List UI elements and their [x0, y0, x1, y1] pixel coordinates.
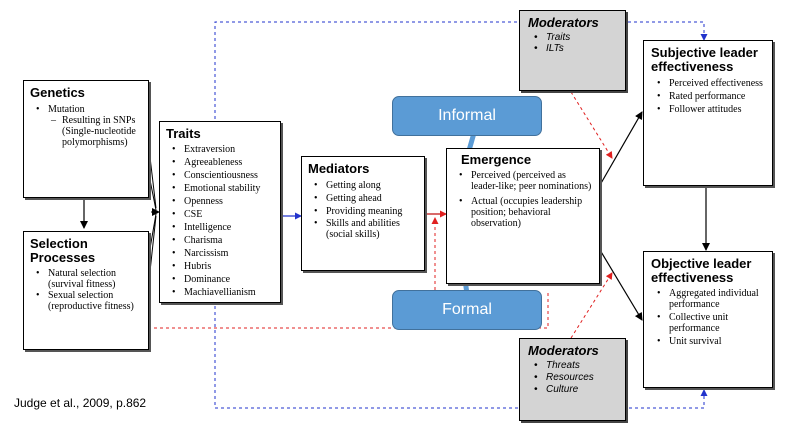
moderators-top-title: Moderators — [528, 15, 599, 30]
trait-item: • Extraversion — [184, 143, 274, 156]
objective-item: • Aggregated individual performance — [669, 288, 765, 310]
trait-item: • Openness — [184, 195, 274, 208]
selection-item: • Natural selection (survival fitness) — [48, 268, 142, 290]
moderator-item: • Culture — [546, 384, 617, 396]
moderator-item: • Resources — [546, 372, 617, 384]
genetics-subitem: – Resulting in SNPs (Single-nucleotide polymorphisms) — [62, 115, 142, 148]
traits-title: Traits — [166, 126, 201, 141]
objective-item: • Unit survival — [669, 336, 765, 347]
genetics-title: Genetics — [30, 85, 85, 100]
subjective-effectiveness-box — [643, 40, 773, 186]
inputs-to-traits-arrows — [148, 140, 159, 290]
emergence-item: • Actual (occupies leadership position; behavioral observation) — [471, 196, 593, 229]
mediator-item: • Providing meaning — [326, 205, 418, 218]
emergence-title: Emergence — [461, 152, 532, 167]
selection-item: • Sexual selection (reproductive fitness) — [48, 290, 142, 312]
formal-callout: Formal — [392, 290, 542, 330]
objective-title: Objective leader effectiveness — [651, 256, 752, 285]
subjective-title: Subjective leader effectiveness — [651, 45, 758, 74]
trait-item: • Narcissism — [184, 247, 274, 260]
selection-processes-box — [23, 231, 149, 350]
genetics-box — [23, 80, 149, 198]
trait-item: • Agreeableness — [184, 156, 274, 169]
mediators-box — [301, 156, 425, 271]
subjective-item: • Rated performance — [669, 91, 765, 102]
emergence-objective-arrow — [600, 250, 642, 320]
trait-item: • Charisma — [184, 234, 274, 247]
trait-item: • Conscientiousness — [184, 169, 274, 182]
moderator-item: • ILTs — [546, 43, 617, 54]
moderators-bottom-box — [519, 338, 626, 421]
trait-item: • CSE — [184, 208, 274, 221]
traits-box — [159, 121, 281, 303]
trait-item: • Dominance — [184, 273, 274, 286]
trait-item: • Emotional stability — [184, 182, 274, 195]
moderator-item: • Traits — [546, 32, 617, 43]
emergence-item: • Perceived (perceived as leader-like; peer nominations) — [471, 170, 593, 192]
mediator-item: • Getting along — [326, 179, 418, 192]
genetics-item: • Mutation – Resulting in SNPs (Single-nucleotide polymorphisms) — [48, 104, 142, 148]
moderators-bottom-title: Moderators — [528, 343, 599, 358]
objective-effectiveness-box — [643, 251, 773, 388]
subjective-item: • Follower attitudes — [669, 104, 765, 115]
moderators-top-box — [519, 10, 626, 91]
informal-callout: Informal — [392, 96, 542, 136]
subjective-item: • Perceived effectiveness — [669, 78, 765, 89]
selection-title: Selection Processes — [30, 236, 96, 265]
moderator-item: • Threats — [546, 360, 617, 372]
mediator-item: • Skills and abilities (social skills) — [326, 218, 418, 240]
objective-item: • Collective unit performance — [669, 312, 765, 334]
trait-item: • Machiavellianism — [184, 286, 274, 299]
trait-item: • Hubris — [184, 260, 274, 273]
trait-item: • Intelligence — [184, 221, 274, 234]
mediators-title: Mediators — [308, 161, 370, 176]
emergence-box — [446, 148, 600, 284]
citation-text: Judge et al., 2009, p.862 — [14, 396, 147, 410]
mediator-item: • Getting ahead — [326, 192, 418, 205]
